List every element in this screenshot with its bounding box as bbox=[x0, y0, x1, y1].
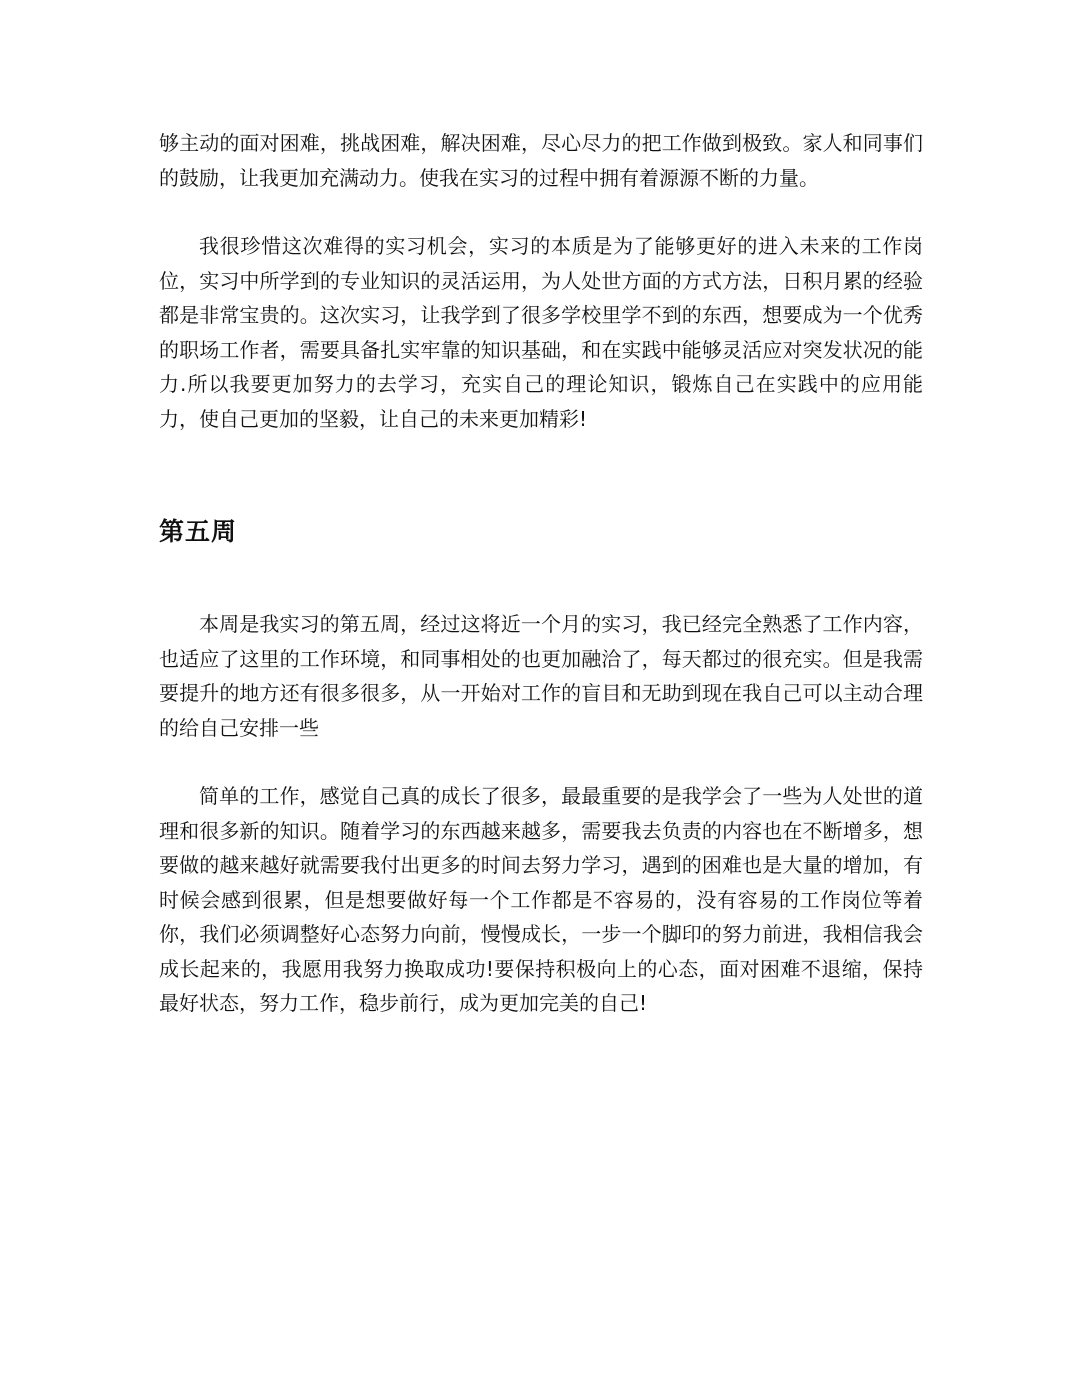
document-body bbox=[159, 126, 923, 1021]
paragraph-internship-value: 我很珍惜这次难得的实习机会，实习的本质是为了能够更好的进入未来的工作岗位，实习中所学到的专业知识的灵活运用，为人处世方面的方式方法，日积月累的经验都是非常宝贵的。这次实习，让我学到了很多学校里学不到的东西，想要成为一个优秀的职场工作者，需要具备扎实牢靠的知识基础，和在实践中能够灵活应对突发状况的能力.所以我要更加努力的去学习，充实自己的理论知识，锻炼自己在实践中的应用能力，使自己更加的坚毅，让自己的未来更加精彩! bbox=[159, 234, 923, 431]
paragraph-week-five-growth: 简单的工作，感觉自己真的成长了很多，最最重要的是我学会了一些为人处世的道理和很多新的知识。随着学习的东西越来越多，需要我去负责的内容也在不断增多，想要做的越来越好就需要我付出更多的时间去努力学习，遇到的困难也是大量的增加，有时候会感到很累，但是想要做好每一个工作都是不容易的，没有容易的工作岗位等着你，我们必须调整好心态努力向前，慢慢成长，一步一个脚印的努力前进，我相信我会成长起来的，我愿用我努力换取成功!要保持积极向上的心态，面对困难不退缩，保持最好状态，努力工作，稳步前行，成为更加完美的自己! bbox=[159, 784, 923, 1015]
section-heading-week-five: 第五周 bbox=[159, 517, 238, 546]
paragraph-week-five-intro: 本周是我实习的第五周，经过这将近一个月的实习，我已经完全熟悉了工作内容，也适应了这里的工作环境，和同事相处的也更加融洽了，每天都过的很充实。但是我需要提升的地方还有很多很多，从一开始对工作的盲目和无助到现在我自己可以主动合理的给自己安排一些 bbox=[159, 612, 923, 740]
paragraph-continued: 够主动的面对困难，挑战困难，解决困难，尽心尽力的把工作做到极致。家人和同事们的鼓励，让我更加充满动力。使我在实习的过程中拥有着源源不断的力量。 bbox=[159, 131, 923, 190]
